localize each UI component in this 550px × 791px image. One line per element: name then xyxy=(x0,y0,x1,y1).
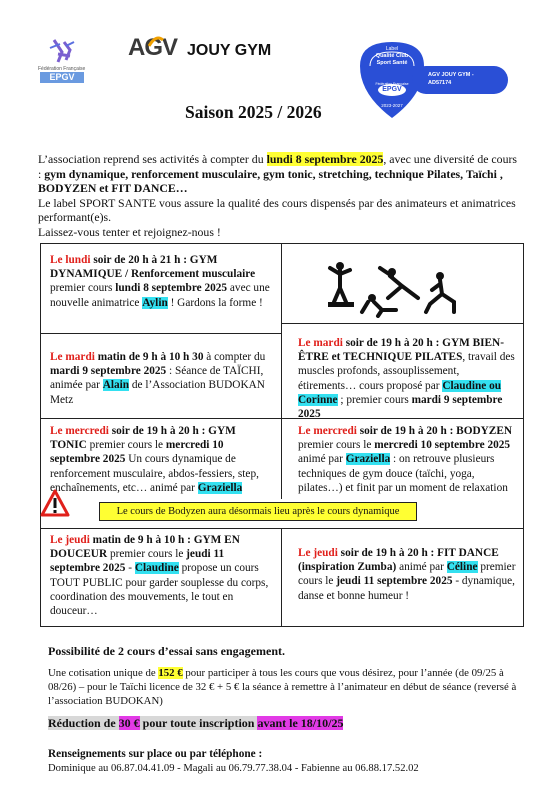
course-list: gym dynamique, renforcement musculaire, gym tonic, stretching, technique Pilates, Taïchi , BODYZEN et FIT DANCE… xyxy=(38,166,503,195)
intro xyxy=(38,152,518,239)
contact-phones: Dominique au 06.87.04.41.09 - Magali au 06.79.77.38.04 - Fabienne au 06.88.17.52.02 xyxy=(48,763,419,774)
table-divider-upper xyxy=(281,243,282,499)
agv-mark: AGV xyxy=(128,34,178,61)
intro-paragraph: L’association reprend ses activités à compter du lundi 8 septembre 2025, avec une diversité de cours : gym dynamique, renforcement musculaire, gym tonic, stretching, technique Pilates, Taïchi , BODYZEN et FIT DANCE… xyxy=(38,152,517,195)
course-wednesday-bodyzen: Le mercredi soir de 19 h à 20 h : BODYZEN premier cours le mercredi 10 septembre 2025 animé par Graziella : on retrouve plusieurs techniques de gym douce (taïchi, yoga, pilates…) et finit par un moment de relaxation xyxy=(298,425,513,494)
fee-paragraph: Une cotisation unique de 152 € pour participer à tous les cours que vous désirez, pour l’année (de 09/25 à 08/26) – pour le Taïchi licence de 32 € + 5 € la séance à remettre à l’animateur en début de séance (reversé à l’association BUDOKAN) xyxy=(48,667,517,707)
badge-federation: Fédération Française xyxy=(375,82,409,86)
course-tuesday-taichi: Le mardi matin de 9 h à 10 h 30 à compter du mardi 9 septembre 2025 : Séance de TAÏCHI, animée par Alain de l’Association BUDOKAN Metz xyxy=(50,351,266,406)
contact-heading: Renseignements sur place ou par téléphone : xyxy=(48,748,263,760)
fee-amount: 152 € xyxy=(158,667,183,679)
coach-alain: Alain xyxy=(102,379,130,392)
table-divider-lower xyxy=(281,528,282,627)
coach-aylin: Aylin xyxy=(142,296,168,309)
discount-amount: 30 € xyxy=(118,716,140,730)
discount-deadline: avant le 18/10/25 xyxy=(257,716,344,730)
badge-years: 2023-2027 xyxy=(381,103,403,108)
table-border-right xyxy=(523,243,524,627)
coach-claudine-corinne: Claudine ou Corinne xyxy=(298,379,502,406)
exercise-illustration xyxy=(322,258,472,318)
row-divider-1 xyxy=(40,333,282,334)
warning-icon xyxy=(40,489,70,517)
badge-epgv: EPGV xyxy=(382,86,402,93)
epgv-logo xyxy=(40,36,84,86)
row-divider-3 xyxy=(40,528,524,529)
course-monday-gym-dynamique: Le lundi soir de 20 h à 21 h : GYM DYNAMIQUE / Renforcement musculaire premier cours lundi 8 septembre 2025 avec une nouvelle animatrice Aylin ! Gardons la forme ! xyxy=(50,254,270,309)
coach-claudine: Claudine xyxy=(134,562,179,575)
badge-label: Label xyxy=(385,46,399,52)
exercise-silhouettes-icon xyxy=(322,258,472,318)
course-tuesday-pilates: Le mardi soir de 19 h à 20 h : GYM BIEN-ÊTRE et TECHNIQUE PILATES, travail des muscles profonds, assouplissement, étirements… cours proposé par Claudine ou Corinne ; premier cours mardi 9 septembre 2025 xyxy=(298,337,515,421)
coach-celine: Céline xyxy=(446,561,478,574)
start-date: lundi 8 septembre 2025 xyxy=(266,152,384,166)
trial-text: Possibilité de 2 cours d’essai sans engagement. xyxy=(48,644,285,658)
agv-swoosh-icon xyxy=(148,36,164,48)
badge-club: AGV JOUY GYM - xyxy=(428,72,474,78)
bodyzen-notice: Le cours de Bodyzen aura désormais lieu après le cours dynamique xyxy=(99,502,417,521)
badge-number: AD57174 xyxy=(428,80,452,86)
table-border-top xyxy=(40,243,524,244)
badge-sport: Sport Santé xyxy=(376,60,408,66)
coach-graziella-2: Graziella xyxy=(345,453,391,466)
table-border-left xyxy=(40,243,41,627)
brand-name: JOUY GYM xyxy=(187,42,272,59)
course-thursday-gym-douceur: Le jeudi matin de 9 h à 10 h : GYM EN DOUCEUR premier cours le jeudi 11 septembre 2025 - Claudine propose un cours TOUT PUBLIC pour garder souplesse du corps, coordination des mouvements, le tout en douceur… xyxy=(50,534,269,618)
label-paragraph: Le label SPORT SANTE vous assure la qualité des cours dispensés par des animateurs et animatrices performant(e)s. xyxy=(38,195,516,224)
row-divider-1b xyxy=(281,323,524,324)
epgv-text: EPGV xyxy=(40,72,84,83)
course-thursday-fit-dance: Le jeudi soir de 19 h à 20 h : FIT DANCE (inspiration Zumba) animé par Céline premier cours le jeudi 11 septembre 2025 - dynamique, danse et bonne humeur ! xyxy=(298,547,516,602)
table-border-bottom xyxy=(40,626,524,627)
discount-line: Réduction de 30 € pour toute inscription avant le 18/10/25 xyxy=(48,716,344,730)
sport-sante-badge xyxy=(352,36,512,126)
page-title: Saison 2025 / 2026 xyxy=(185,102,322,122)
agv-logo xyxy=(128,34,271,64)
epgv-federation-text: Fédération Française xyxy=(38,66,86,72)
badge-quality: Qualité Club xyxy=(375,53,409,59)
invitation-text: Laissez-vous tenter et rejoignez-nous ! xyxy=(38,224,221,239)
coach-graziella: Graziella xyxy=(197,481,243,494)
course-wednesday-gym-tonic: Le mercredi soir de 19 h à 20 h : GYM TONIC premier cours le mercredi 10 septembre 2025 Un cours dynamique de renforcement musculaire, abdos-fessiers, step, enchaînements, etc… animé par Graziella xyxy=(50,425,259,494)
